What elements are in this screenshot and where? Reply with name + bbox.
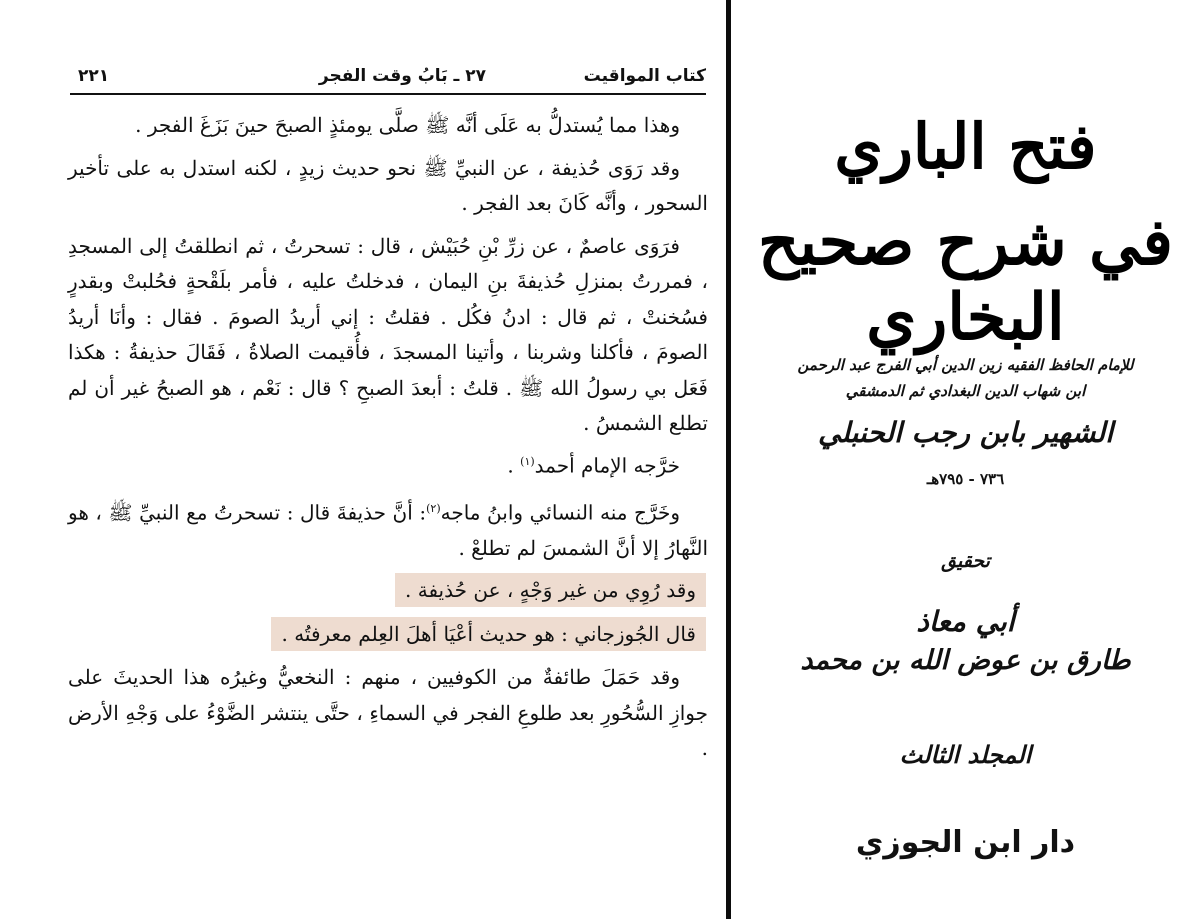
highlighted-line xyxy=(68,573,708,609)
publisher-name: دار ابن الجوزي xyxy=(855,825,1076,860)
volume-label: المجلد الثالث xyxy=(899,740,1032,769)
editor-kunya: أبي معاذ xyxy=(916,605,1015,638)
author-dates: ٧٣٦ - ٧٩٥هـ xyxy=(926,470,1005,488)
paragraph: وهذا مما يُستدلُّ به عَلَى أنَّه ﷺ صلَّى يومئذٍ الصبحَ حينَ بَزَغَ الفجر . xyxy=(135,113,680,137)
highlight-span: قال الجُوزجاني : هو حديث أعْيَا أهلَ العِلم معرفتُه . xyxy=(271,617,706,651)
book-cover-page xyxy=(731,0,1200,919)
running-head-chapter: ٢٧ ـ بَابُ وقت الفجر xyxy=(318,66,486,86)
footnote-marker: (١) xyxy=(520,454,535,468)
page-number: ٢٢١ xyxy=(78,66,110,86)
footnote-marker: (٢) xyxy=(426,501,441,515)
takhrij-text: خرَّجه الإمام أحمد xyxy=(534,453,680,478)
nasai-text-1: وخَرَّج منه النسائي وابنُ ماجه xyxy=(440,500,681,525)
paragraph-takhrij: خرَّجه الإمام أحمد$^{(١)}$ . xyxy=(507,453,680,478)
cover-title-line1: فتح الباري xyxy=(834,110,1097,183)
paragraph-nasai xyxy=(68,491,708,567)
nasai-text-2: : أنَّ حذيفةَ قال : تسحرتُ مع النبيِّ ﷺ ، هو النَّهارُ إلا أنَّ الشمسَ لم تطلعْ . xyxy=(68,500,708,560)
paragraph: وقد رَوَى حُذيفة ، عن النبيِّ ﷺ نحو حديث زيدٍ ، لكنه استدل به على تأخير السحور ، وأنَّه كَانَ بعد الفجر . xyxy=(68,155,708,215)
paragraph: وقد حَمَلَ طائفةٌ من الكوفيين ، منهم : النخعيُّ وغيرُه هذا الحديثَ على جوازِ السُّحُورِ بعد طلوعِ الفجر في السماءِ ، حتَّى ينتشر الضَّوْءُ على وَجْهِ الأرض . xyxy=(68,665,709,761)
running-head xyxy=(70,64,706,90)
author-famous-name: الشهير بابن رجب الحنبلي xyxy=(818,416,1113,449)
cover-title-line2: في شرح صحيح البخاري xyxy=(757,205,1174,355)
author-line-1: للإمام الحافظ الفقيه زين الدين أبي الفرج عبد الرحمن xyxy=(797,356,1134,374)
editor-name: طارق بن عوض الله بن محمد xyxy=(800,645,1131,676)
tahqiq-label: تحقيق xyxy=(941,550,990,572)
author-line-2: ابن شهاب الدين البغدادي ثم الدمشقي xyxy=(845,382,1086,400)
header-rule-divider xyxy=(70,93,706,95)
running-head-book-title: كتاب المواقيت xyxy=(583,66,706,86)
body-text xyxy=(68,108,708,774)
highlight-span: وقد رُوِي من غير وَجْهٍ ، عن حُذيفة . xyxy=(395,573,706,607)
paragraph: فرَوَى عاصمٌ ، عن زرِّ بْنِ حُبَيْش ، قال : تسحرتُ ، ثم انطلقتُ إلى المسجدِ ، فمررتُ بمنزلِ حُذيفةَ بنِ اليمان ، فدخلتُ عليه ، فأمر بلَقْحةٍ فحُلبتْ وبقدرٍ فسُخنتْ ، ثم قال : ادنُ فكُل . فقلتُ : إني أريدُ الصومَ . فقال : وأنَا أريدُ الصومَ ، فأكلنا وشربنا ، وأتينا المسجدَ ، فأُقيمت الصلاةُ ، فَقَالَ حذيفةُ : هكذا فَعَل بي رسولُ الله ﷺ . قلتُ : أبعدَ الصبحِ ؟ قال : نَعْم ، هو الصبحُ غير أن لم تطلع الشمسُ . xyxy=(68,233,708,435)
highlighted-line xyxy=(68,617,708,653)
